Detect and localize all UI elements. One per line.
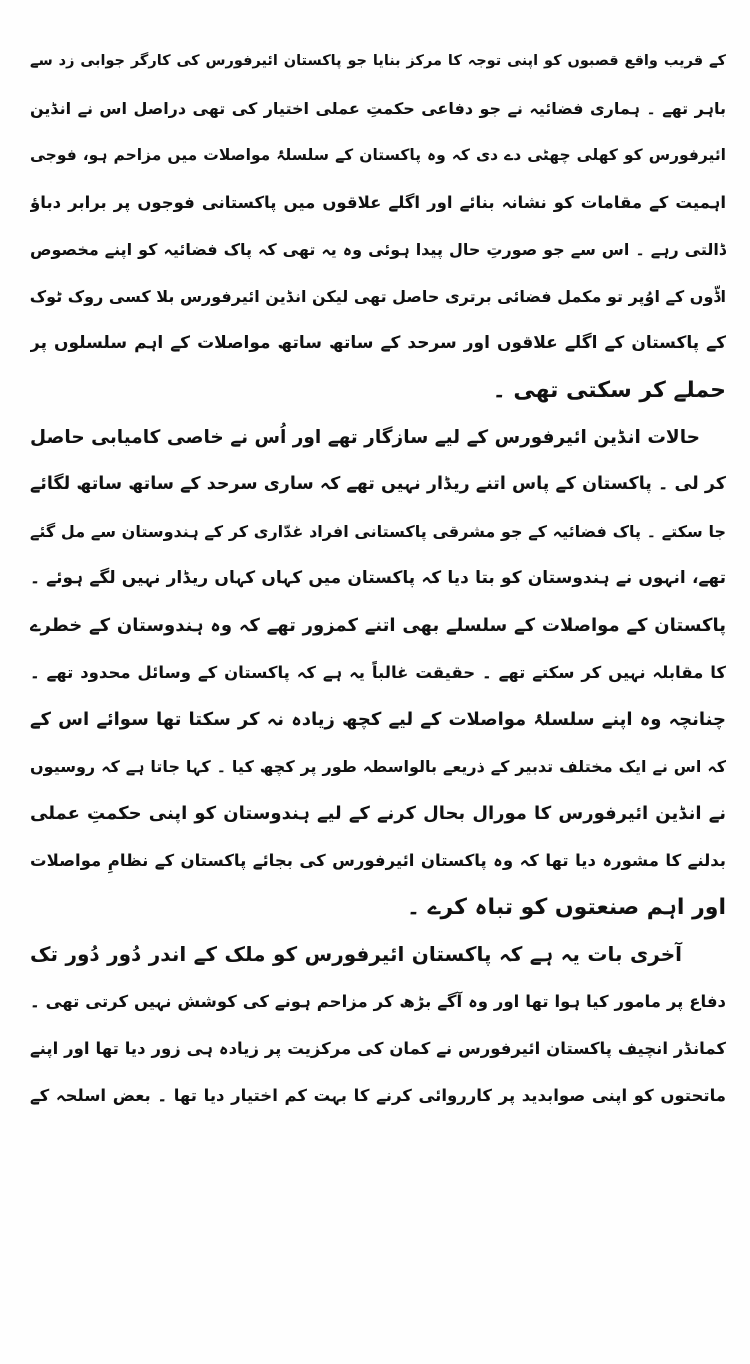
text-line: دفاع پر مامور کیا ہوا تھا اور وہ آگے بڑھ کر مزاحم ہونے کی کوشش نہیں کرتی تھی ۔	[30, 992, 726, 1011]
text-line: جا سکتے ۔ پاک فضائیہ کے جو مشرقی پاکستانی افراد غدّاری کر کے ہندوستان سے مل گئے	[30, 522, 726, 541]
text-line: چنانچہ وہ اپنے سلسلۂ مواصلات کے لیے کچھ زیادہ نہ کر سکتا تھا سوائے اس کے	[30, 709, 726, 730]
text-line: بدلنے کا مشورہ دیا تھا کہ وہ پاکستان ائیرفورس کی بجائے پاکستان کے نظامِ مواصلات	[30, 851, 726, 870]
text-line: ائیرفورس کو کھلی چھٹی دے دی کہ وہ پاکستان کے سلسلۂ مواصلات میں مزاحم ہو، فوجی	[30, 146, 726, 164]
text-line: کا مقابلہ نہیں کر سکتے تھے ۔ حقیقت غالباً یہ ہے کہ پاکستان کے وسائل محدود تھے ۔	[30, 663, 726, 682]
text-line: نے انڈین ائیرفورس کا مورال بحال کرنے کے لیے ہندوستان کو اپنی حکمتِ عملی	[30, 803, 726, 824]
text-line: کے قریب واقع قصبوں کو اپنی توجہ کا مرکز بنایا جو پاکستان ائیرفورس کی کارگر جوابی زد سے	[30, 53, 726, 69]
text-line: کمانڈر انچیف پاکستان ائیرفورس نے کمان کی مرکزیت پر زیادہ ہی زور دیا تھا اور اپنے	[30, 1039, 726, 1058]
text-line: پاکستان کے مواصلات کے سلسلے بھی اتنے کمزور تھے کہ وہ ہندوستان کے خطرے	[30, 615, 726, 636]
text-line: اہمیت کے مقامات کو نشانہ بنائے اور اگلے علاقوں میں پاکستانی فوجوں پر برابر دباؤ	[30, 193, 726, 212]
text-line: کر لی ۔ پاکستان کے پاس اتنے ریڈار نہیں تھے کہ ساری سرحد کے ساتھ ساتھ لگائے	[30, 474, 726, 494]
text-line: کے پاکستان کے اگلے علاقوں اور سرحد کے ساتھ ساتھ مواصلات کے اہم سلسلوں پر	[30, 333, 726, 353]
text-line: کہ اس نے ایک مختلف تدبیر کے ذریعے بالواسطہ طور پر کچھ کیا ۔ کہا جاتا ہے کہ روسیوں	[30, 757, 726, 776]
text-line: اور اہم صنعتوں کو تباہ کرے ۔	[407, 895, 726, 920]
text-line: حملے کر سکتی تھی ۔	[492, 378, 726, 403]
text-line: تھے، انہوں نے ہندوستان کو بتا دیا کہ پاکستان میں کہاں کہاں ریڈار نہیں لگے ہوئے ۔	[30, 568, 726, 588]
text-line: ماتحتوں کو اپنی صوابدید پر کارروائی کرنے کا بہت کم اختیار دیا تھا ۔ بعض اسلحہ کے	[30, 1086, 726, 1105]
text-line: اڈّوں کے اوُپر تو مکمل فضائی برتری حاصل تھی لیکن انڈین ائیرفورس بلا کسی روک ٹوک	[30, 287, 726, 306]
text-line: آخری بات یہ ہے کہ پاکستان ائیرفورس کو ملک کے اندر دُور دُور تک	[30, 942, 682, 966]
text-line: باہر تھے ۔ ہماری فضائیہ نے جو دفاعی حکمتِ عملی اختیار کی تھی دراصل اس نے انڈین	[30, 99, 726, 118]
urdu-text-block	[30, 38, 726, 1119]
text-line: ڈالتی رہے ۔ اس سے جو صورتِ حال پیدا ہوئی وہ یہ تھی کہ پاک فضائیہ کو اپنے مخصوص	[30, 240, 726, 259]
text-line: حالات انڈین ائیرفورس کے لیے سازگار تھے اور اُس نے خاصی کامیابی حاصل	[30, 427, 700, 448]
